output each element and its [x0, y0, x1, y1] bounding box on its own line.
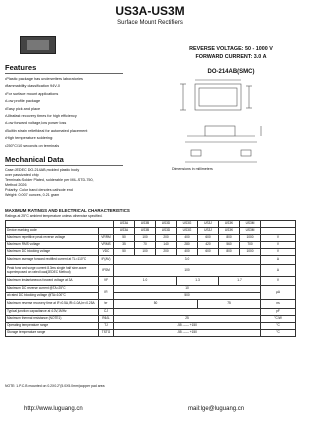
feature-item: • High temperature soldering:: [5, 135, 160, 142]
table-header-unit: [261, 221, 296, 228]
end-view-left: [191, 150, 201, 156]
value-cell: 500: [114, 293, 261, 300]
symbol-cell: [99, 228, 114, 235]
symbol-cell: IFSM: [99, 265, 114, 277]
value-cell: 200: [156, 235, 177, 242]
feature-item: • Plastic package has underwriters laboratories: [5, 76, 160, 83]
feature-item: • Builtin strain reliefideal for automated placement: [5, 128, 160, 135]
feature-item: • Ultrafast recovery times for high efficiency: [5, 113, 160, 120]
symbol-cell: VDC: [99, 249, 114, 256]
table-row: [6, 265, 296, 277]
value-cell: US3K: [219, 228, 240, 235]
table-header-model: US3J: [198, 221, 219, 228]
value-cell: US3B: [135, 228, 156, 235]
value-cell: [114, 309, 261, 316]
value-cell: 75: [198, 300, 261, 309]
value-cell: 800: [219, 235, 240, 242]
value-cell: 70: [135, 242, 156, 249]
value-cell: 3.0: [114, 256, 261, 265]
unit-cell: V: [261, 277, 296, 286]
value-cell: 1000: [240, 235, 261, 242]
value-cell: US3D: [156, 228, 177, 235]
value-cell: 140: [156, 242, 177, 249]
mechanical-list: [5, 168, 165, 198]
param-cell: Device marking code: [6, 228, 99, 235]
param-cell: Operating temperature range: [6, 323, 99, 330]
value-cell: -55 ------ +150: [114, 323, 261, 330]
unit-cell: ns: [261, 300, 296, 309]
value-cell: 50: [114, 300, 198, 309]
mechanical-rule: [5, 165, 123, 166]
value-cell: 1.0: [114, 277, 177, 286]
table-row: [6, 323, 296, 330]
param-cell: Maximum thermal resistance (NOTE1): [6, 316, 99, 323]
param-cell: Storage temperature range: [6, 330, 99, 337]
value-cell: 200: [156, 249, 177, 256]
email-link[interactable]: mail:lge@luguang.cn: [188, 406, 245, 412]
mechanical-line: Case:JEDEC DO-214AB,molded plastic body: [5, 168, 80, 172]
table-row: [6, 242, 296, 249]
page-subtitle: Surface Mount Rectifiers: [117, 20, 183, 26]
value-cell: 35: [114, 242, 135, 249]
features-list: [5, 76, 160, 150]
max-ratings-note: Ratings at 25°C ambient temperature unless otherwise specified.: [5, 214, 103, 218]
value-cell: 800: [219, 249, 240, 256]
value-cell: 700: [240, 242, 261, 249]
component-photo: [20, 36, 56, 54]
param-cell: Maximum repetitive peak reverse voltage: [6, 235, 99, 242]
value-cell: 1.3: [177, 277, 219, 286]
param-label: at rated DC blocking voltage: [7, 293, 48, 298]
mechanical-line: Polarity: Color band denotes cathode end: [5, 188, 73, 192]
features-heading: Features: [5, 63, 37, 72]
max-ratings-heading: MAXIMUM RATINGS AND ELECTRICAL CHARACTERISTICS: [5, 208, 130, 213]
value-cell: 100: [114, 265, 261, 277]
table-header-model: US3A: [114, 221, 135, 228]
table-row: [6, 256, 296, 265]
table-row: [6, 221, 296, 228]
table-row: [6, 330, 296, 337]
value-cell: 50: [114, 249, 135, 256]
symbol-cell: TSTG: [99, 330, 114, 337]
feature-item: • Easy pick and place: [5, 106, 160, 113]
value-cell: 10: [114, 286, 261, 293]
param-cell: Maximum reverse recovery time at IF=0.5A,IR=1.0A,Irr=0.25A: [6, 300, 99, 309]
page-title: US3A-US3M: [115, 4, 185, 18]
table-header-blank: [6, 221, 114, 228]
unit-cell: pF: [261, 309, 296, 316]
feature-item: • For surface mount applications: [5, 91, 160, 98]
value-cell: US3G: [177, 228, 198, 235]
value-cell: 1.7: [219, 277, 261, 286]
side-view-body: [205, 126, 235, 136]
feature-item: • 250°C/10 seconds on terminals: [5, 143, 160, 150]
unit-cell: °C/W: [261, 316, 296, 323]
param-cell: [6, 293, 99, 300]
feature-item: • Low profile package: [5, 98, 160, 105]
mechanical-heading: Mechanical Data: [5, 155, 64, 164]
value-cell: 560: [219, 242, 240, 249]
unit-cell: A: [261, 265, 296, 277]
table-header-model: US3D: [156, 221, 177, 228]
ratings-table: [5, 220, 296, 337]
forward-current-rating: FORWARD CURRENT: 3.0 A: [195, 54, 267, 60]
table-note: NOTE: 1.P.C.B mounted on 0.2X0.2"(5.0X5.0mm)copper pad area: [5, 384, 105, 388]
feature-item: • Low forward voltage,low power loss: [5, 120, 160, 127]
param-condition: @TA=100°C: [47, 293, 66, 298]
value-cell: 25: [114, 316, 261, 323]
unit-cell: °C: [261, 323, 296, 330]
package-name: DO-214AB(SMC): [207, 69, 255, 75]
unit-cell: °C: [261, 330, 296, 337]
param-cell: [6, 286, 99, 293]
value-cell: US3J: [198, 228, 219, 235]
reverse-voltage-rating: REVERSE VOLTAGE: 50 - 1000 V: [189, 46, 273, 52]
value-cell: 100: [135, 235, 156, 242]
symbol-cell: VRRM: [99, 235, 114, 242]
mechanical-line: Terminals:Solder Plated, solderable per MIL-STD-750,: [5, 178, 94, 182]
value-cell: 280: [177, 242, 198, 249]
table-header-model: US3M: [240, 221, 261, 228]
table-row: [6, 277, 296, 286]
table-row: [6, 293, 296, 300]
value-cell: US3M: [240, 228, 261, 235]
footer: [0, 404, 300, 416]
table-row: [6, 286, 296, 293]
table-row: [6, 249, 296, 256]
ratings-block: [168, 45, 294, 61]
unit-cell: V: [261, 242, 296, 249]
table-row: [6, 228, 296, 235]
value-cell: 100: [135, 249, 156, 256]
param-label: Maximum DC reverse current: [7, 286, 49, 291]
symbol-cell: RθJL: [99, 316, 114, 323]
dimensions-note: Dimensions in millimeters: [172, 167, 213, 171]
value-cell: 600: [198, 249, 219, 256]
mechanical-line: Method 2026: [5, 183, 27, 187]
value-cell: 600: [198, 235, 219, 242]
symbol-cell: IR: [99, 286, 114, 300]
value-cell: 400: [177, 249, 198, 256]
symbol-cell: trr: [99, 300, 114, 309]
website-link[interactable]: http://www.luguang.cn: [24, 406, 83, 412]
table-row: [6, 300, 296, 309]
unit-cell: [261, 228, 296, 235]
unit-cell: V: [261, 235, 296, 242]
param-cell: Maximum instantaneous forward voltage at 3A: [6, 277, 99, 286]
mechanical-line: over passivated chip: [5, 173, 39, 177]
symbol-cell: VRMS: [99, 242, 114, 249]
mechanical-line: Weight: 0.007 ounces, 0.21 gram: [5, 193, 60, 197]
table-header-model: US3G: [177, 221, 198, 228]
features-rule: [5, 73, 123, 74]
table-header-model: US3B: [135, 221, 156, 228]
value-cell: 400: [177, 235, 198, 242]
value-cell: 50: [114, 235, 135, 242]
value-cell: 1000: [240, 249, 261, 256]
value-cell: 420: [198, 242, 219, 249]
value-cell: US3A: [114, 228, 135, 235]
value-cell: -55 ------ +150: [114, 330, 261, 337]
param-condition: @TA=25°C: [49, 286, 66, 291]
param-cell: Typical junction capacitance at 4.0V,1MHz: [6, 309, 99, 316]
symbol-cell: CJ: [99, 309, 114, 316]
table-header-model: US3K: [219, 221, 240, 228]
param-cell: Maximum average forward rectified current at TL=110°C: [6, 256, 99, 265]
symbol-cell: IF(AV): [99, 256, 114, 265]
end-view-right: [241, 150, 251, 156]
param-cell: Peak forw ard surge current 8.3ms single half sine-wave superimposed on rated load(JEDEC Method): [6, 265, 99, 277]
symbol-cell: TJ: [99, 323, 114, 330]
symbol-cell: VF: [99, 277, 114, 286]
unit-cell: V: [261, 249, 296, 256]
param-cell: Maximum DC blocking voltage: [6, 249, 99, 256]
unit-cell: A: [261, 256, 296, 265]
table-row: [6, 309, 296, 316]
table-row: [6, 316, 296, 323]
param-cell: Maximum RMS voltage: [6, 242, 99, 249]
feature-item: • flammability classification 94V-0: [5, 83, 160, 90]
package-drawing: [165, 78, 293, 170]
table-row: [6, 235, 296, 242]
top-view-inner: [199, 88, 237, 106]
unit-cell: µA: [261, 286, 296, 300]
